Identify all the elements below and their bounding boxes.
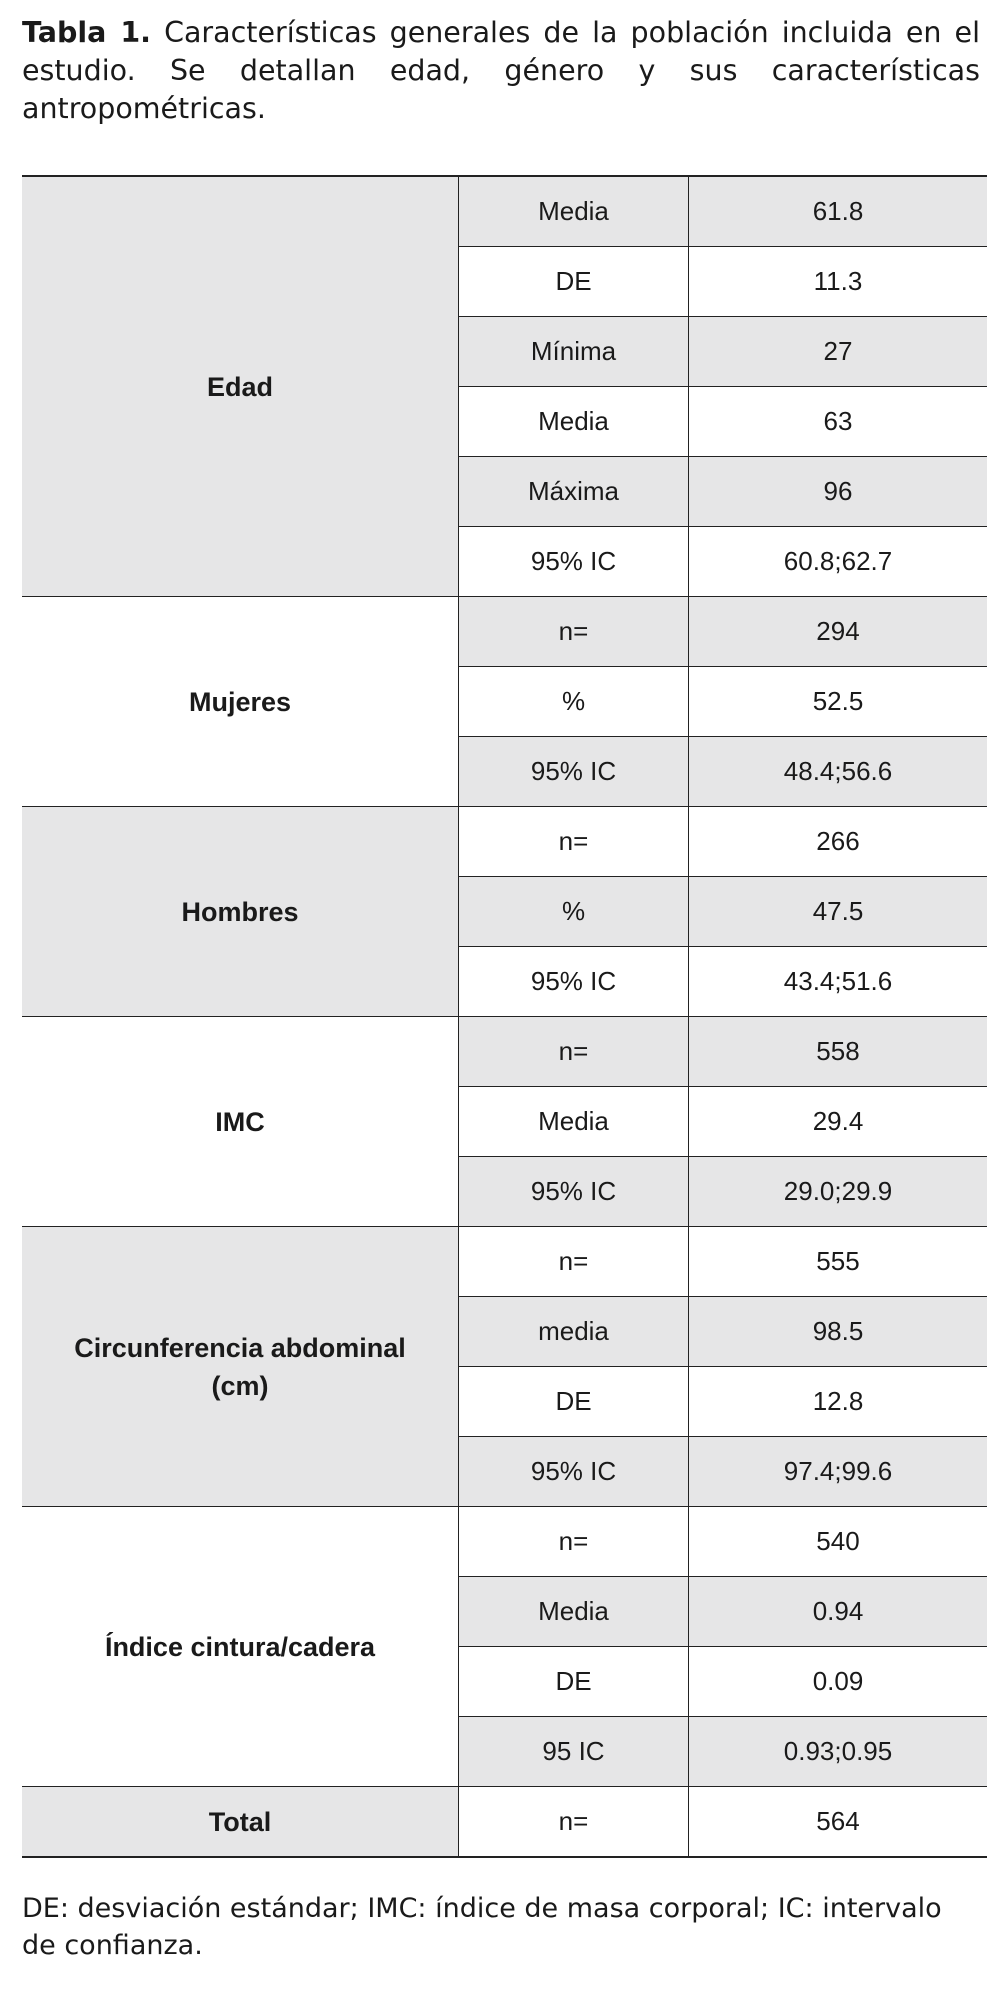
table-row bbox=[22, 597, 987, 667]
stat-value-cell: 97.4;99.6 bbox=[689, 1437, 988, 1507]
group-label-cell bbox=[22, 1227, 459, 1507]
stat-label-cell: DE bbox=[459, 247, 689, 317]
stat-value-cell: 266 bbox=[689, 807, 988, 877]
group-label-cell bbox=[22, 597, 459, 807]
stat-value-cell: 11.3 bbox=[689, 247, 988, 317]
stat-value-cell: 48.4;56.6 bbox=[689, 737, 988, 807]
stat-label-cell: 95% IC bbox=[459, 1437, 689, 1507]
table-row bbox=[22, 1017, 987, 1087]
stat-value-cell: 61.8 bbox=[689, 176, 988, 247]
stat-label-cell: 95% IC bbox=[459, 947, 689, 1017]
stat-label-cell: 95 IC bbox=[459, 1717, 689, 1787]
table-row bbox=[22, 1787, 987, 1858]
stat-label-cell: n= bbox=[459, 1787, 689, 1858]
stat-label-cell: n= bbox=[459, 807, 689, 877]
stat-label-cell: DE bbox=[459, 1367, 689, 1437]
stat-value-cell: 564 bbox=[689, 1787, 988, 1858]
stat-label-cell: Media bbox=[459, 387, 689, 457]
stat-value-cell: 96 bbox=[689, 457, 988, 527]
stat-value-cell: 27 bbox=[689, 317, 988, 387]
group-label-cell bbox=[22, 807, 459, 1017]
stat-value-cell: 52.5 bbox=[689, 667, 988, 737]
stat-label-cell: n= bbox=[459, 597, 689, 667]
table-caption bbox=[22, 14, 980, 128]
stat-value-cell: 60.8;62.7 bbox=[689, 527, 988, 597]
group-label: Edad bbox=[206, 371, 273, 402]
table-footnote: DE: desviación estándar; IMC: índice de masa corporal; IC: intervalo de confianza. bbox=[22, 1893, 942, 1961]
caption-label: Tabla 1. bbox=[22, 16, 151, 49]
group-label: Mujeres bbox=[188, 686, 292, 717]
group-label: Total bbox=[208, 1806, 272, 1837]
stat-value-cell: 0.94 bbox=[689, 1577, 988, 1647]
stat-label-cell: Media bbox=[459, 1087, 689, 1157]
group-label: Índice cintura/cadera bbox=[104, 1631, 376, 1662]
caption-text: Características generales de la población incluida en el estudio. Se detallan edad, género y sus características antropométricas. bbox=[22, 16, 980, 125]
stat-value-cell: 47.5 bbox=[689, 877, 988, 947]
group-label: Circunferencia abdominal (cm) bbox=[74, 1332, 406, 1401]
stat-value-cell: 63 bbox=[689, 387, 988, 457]
stat-label-cell: Máxima bbox=[459, 457, 689, 527]
table-body bbox=[22, 176, 987, 1857]
stat-label-cell: DE bbox=[459, 1647, 689, 1717]
stat-label-cell: 95% IC bbox=[459, 1157, 689, 1227]
group-label: IMC bbox=[215, 1106, 265, 1137]
stat-value-cell: 98.5 bbox=[689, 1297, 988, 1367]
stat-value-cell: 555 bbox=[689, 1227, 988, 1297]
stat-value-cell: 0.09 bbox=[689, 1647, 988, 1717]
stat-value-cell: 540 bbox=[689, 1507, 988, 1577]
stat-value-cell: 29.4 bbox=[689, 1087, 988, 1157]
table-row bbox=[22, 1227, 987, 1297]
stat-value-cell: 12.8 bbox=[689, 1367, 988, 1437]
stat-label-cell: n= bbox=[459, 1227, 689, 1297]
stat-value-cell: 43.4;51.6 bbox=[689, 947, 988, 1017]
table-row bbox=[22, 807, 987, 877]
stat-label-cell: n= bbox=[459, 1507, 689, 1577]
stat-label-cell: Media bbox=[459, 176, 689, 247]
table-row bbox=[22, 176, 987, 247]
stat-label-cell: % bbox=[459, 877, 689, 947]
group-label-cell bbox=[22, 1787, 459, 1858]
stat-label-cell: Mínima bbox=[459, 317, 689, 387]
group-label-cell bbox=[22, 1017, 459, 1227]
stat-value-cell: 558 bbox=[689, 1017, 988, 1087]
stat-label-cell: 95% IC bbox=[459, 527, 689, 597]
group-label-cell bbox=[22, 1507, 459, 1787]
characteristics-table bbox=[22, 175, 987, 1858]
stat-value-cell: 29.0;29.9 bbox=[689, 1157, 988, 1227]
table-row bbox=[22, 1507, 987, 1577]
stat-label-cell: 95% IC bbox=[459, 737, 689, 807]
stat-label-cell: % bbox=[459, 667, 689, 737]
stat-label-cell: n= bbox=[459, 1017, 689, 1087]
group-label-cell bbox=[22, 176, 459, 597]
stat-label-cell: Media bbox=[459, 1577, 689, 1647]
group-label: Hombres bbox=[181, 896, 299, 927]
stat-value-cell: 0.93;0.95 bbox=[689, 1717, 988, 1787]
stat-value-cell: 294 bbox=[689, 597, 988, 667]
stat-label-cell: media bbox=[459, 1297, 689, 1367]
